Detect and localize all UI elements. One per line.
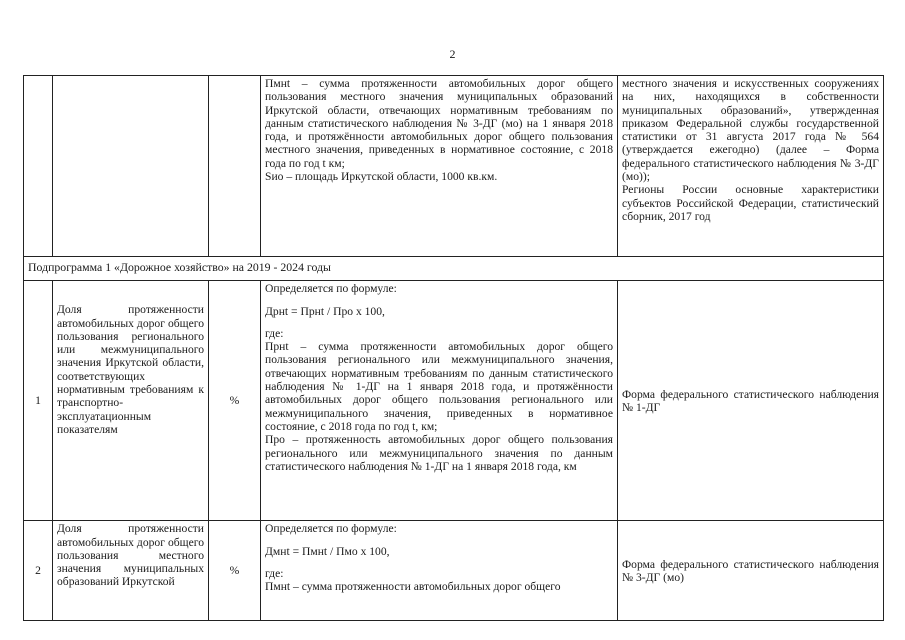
- row-number: 1: [24, 281, 53, 521]
- table-row: [24, 281, 884, 521]
- method-definition-1: Прнt – сумма протяженности автомобильных дорог общего пользования регионального или межмуниципального значения, отвечающих нормативным требованиям по данным статистического наблюдения № 1-ДГ на 1 января 2018 года, и протяжённости автомобильных дорог общего пользования регионального или межмуниципального значения, приведенных в нормативное состояние, с 2018 года по год t, км;: [265, 340, 613, 433]
- area-definition: Sио – площадь Иркутской области, 1000 кв.км.: [265, 170, 498, 184]
- formula-definition: Пмнt – сумма протяженности автомобильных дорог общего пользования местного значения муниципальных образований Иркутской области, отвечающих нормативным требованиям по данным статистического наблюдения № 3-ДГ (мо) на 1 января 2018 года, и протяжённости автомобильных дорог общего пользования местного значения, приведенных в нормативное состояние, с 2018 года по год t км;: [265, 77, 613, 170]
- method-formula: Дрнt = Прнt / Про х 100,: [265, 304, 385, 318]
- cell-method: [261, 76, 618, 257]
- cell-indicator-empty: [53, 76, 209, 257]
- page-number: 2: [449, 47, 456, 61]
- cell-method: [261, 521, 618, 621]
- cell-unit-empty: [209, 76, 261, 257]
- method-intro: Определяется по формуле:: [265, 522, 397, 536]
- cell-source: [618, 76, 884, 257]
- row-number: 2: [24, 521, 53, 621]
- method-where: где:: [265, 566, 284, 580]
- indicator-name: Доля протяженности автомобильных дорог общего пользования местного значения муниципальных образований Иркутской: [53, 521, 209, 621]
- unit-of-measure: %: [209, 521, 261, 621]
- source-text: местного значения и искусственных сооружениях на них, находящихся в собственности муниципальных образований», утвержденная приказом Федеральной службы государственной статистики от 31 августа 2017 года № 564 (утверждается ежегодно) (далее – Форма федерального статистического наблюдения № 3-ДГ (мо));: [622, 77, 879, 184]
- cell-method: [261, 281, 618, 521]
- table-row: [24, 76, 884, 257]
- method-definition-1: Пмнt – сумма протяженности автомобильных дорог общего: [265, 580, 561, 594]
- indicators-table: [23, 75, 884, 621]
- method-where: где:: [265, 326, 284, 340]
- table-row: [24, 521, 884, 621]
- source-text: Форма федерального статистического наблюдения № 1-ДГ: [618, 281, 884, 521]
- source-text: Форма федерального статистического наблюдения № 3-ДГ (мо): [618, 521, 884, 621]
- unit-of-measure: %: [209, 281, 261, 521]
- source-text-2: Регионы России основные характеристики субъектов Российской Федерации, статистический сборник, 2017 год: [622, 183, 879, 223]
- method-formula: Дмнt = Пмнt / Пмо х 100,: [265, 544, 390, 558]
- cell-number-empty: [24, 76, 53, 257]
- method-intro: Определяется по формуле:: [265, 282, 397, 296]
- subprogram-row: [24, 257, 884, 281]
- indicator-name: Доля протяженности автомобильных дорог общего пользования регионального или межмуниципального значения Иркутской области, соответствующих нормативным требованиям к транспортно-эксплуатационным показателям: [53, 281, 209, 521]
- subprogram-title: Подпрограмма 1 «Дорожное хозяйство» на 2019 - 2024 годы: [24, 257, 884, 281]
- method-definition-2: Про – протяженность автомобильных дорог общего пользования регионального или межмуниципального значения по данным статистического наблюдения № 1-ДГ на 1 января 2018 года, км: [265, 433, 613, 473]
